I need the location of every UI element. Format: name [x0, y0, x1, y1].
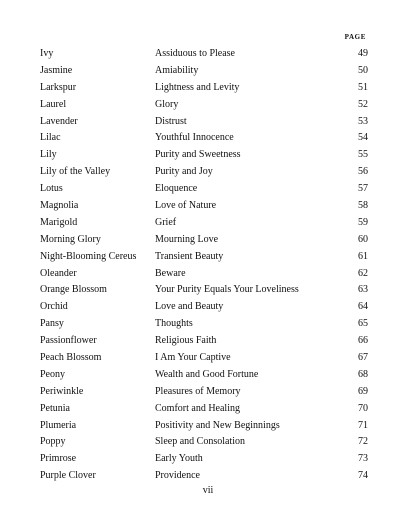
page-number: 68 [358, 368, 368, 380]
flower-name: Orange Blossom [40, 284, 107, 296]
toc-entry [40, 80, 368, 97]
flower-meaning: Early Youth [155, 453, 203, 465]
page-number: 63 [358, 284, 368, 296]
flower-meaning: Amiability [155, 64, 199, 76]
toc-entry [40, 130, 368, 147]
toc-entry [40, 198, 368, 215]
toc-entry [40, 114, 368, 131]
toc-entry [40, 46, 368, 63]
flower-name: Poppy [40, 436, 66, 448]
flower-meaning: Love of Nature [155, 200, 217, 212]
page-number: 59 [358, 216, 368, 228]
flower-meaning: Glory [155, 98, 179, 110]
flower-name: Primrose [40, 453, 77, 465]
toc-entry [40, 164, 368, 181]
flower-meaning: Sleep and Consolation [155, 436, 245, 448]
flower-name: Ivy [40, 48, 54, 59]
page-number: 52 [358, 98, 368, 110]
page-number: 70 [358, 402, 368, 414]
page-number: 64 [358, 301, 368, 313]
page-number: 54 [358, 132, 368, 144]
flower-name: Plumeria [40, 419, 77, 431]
flower-meaning: Providence [155, 470, 200, 482]
toc-entry [40, 97, 368, 114]
page-number: 71 [358, 419, 368, 431]
flower-meaning: Purity and Joy [155, 166, 213, 178]
flower-name: Passionflower [40, 335, 97, 347]
toc-entry [40, 299, 368, 316]
toc-entry [40, 451, 368, 468]
toc-entry [40, 232, 368, 249]
flower-name: Oleander [40, 267, 77, 279]
page-number: 49 [358, 48, 368, 59]
toc-entry [40, 333, 368, 350]
flower-name: Purple Clover [40, 470, 96, 482]
page-number: 67 [358, 352, 368, 364]
flower-name: Lily of the Valley [40, 166, 111, 178]
page-number: 69 [358, 385, 368, 397]
toc-entry [40, 282, 368, 299]
page-number: 55 [358, 149, 368, 161]
flower-name: Jasmine [40, 64, 73, 76]
flower-name: Larkspur [40, 81, 77, 93]
toc-entry [40, 367, 368, 384]
flower-meaning: Pleasures of Memory [155, 385, 241, 397]
page-number: 66 [358, 335, 368, 347]
flower-meaning: Lightness and Levity [155, 81, 240, 93]
toc-entry [40, 63, 368, 80]
flower-meaning: Assiduous to Please [155, 48, 235, 59]
page-number: 73 [358, 453, 368, 465]
page-number: 60 [358, 233, 368, 245]
flower-meaning: Eloquence [155, 183, 198, 195]
flower-name: Petunia [40, 402, 70, 414]
page-number: 72 [358, 436, 368, 448]
page-number: 50 [358, 64, 368, 76]
page-number: 74 [358, 470, 368, 482]
flower-meaning: Comfort and Healing [155, 402, 240, 414]
toc-entry [40, 147, 368, 164]
page-number: 56 [358, 166, 368, 178]
toc-entry [40, 434, 368, 451]
page-column-header: PAGE [344, 33, 366, 41]
flower-name: Periwinkle [40, 385, 84, 397]
flower-meaning: Mourning Love [155, 233, 219, 245]
flower-name: Lily [40, 149, 57, 161]
page-number: 57 [358, 183, 368, 195]
toc-entry [40, 418, 368, 435]
flower-name: Marigold [40, 216, 78, 228]
flower-meaning: Purity and Sweetness [155, 149, 241, 161]
flower-meaning: Youthful Innocence [155, 132, 234, 144]
toc-entry [40, 181, 368, 198]
flower-name: Night-Blooming Cereus [40, 250, 137, 262]
page-number: 62 [358, 267, 368, 279]
flower-name: Peony [40, 368, 65, 380]
flower-meaning: Positivity and New Beginnings [155, 419, 280, 431]
flower-meaning: Thoughts [155, 318, 193, 330]
page-number: 61 [358, 250, 368, 262]
flower-meaning: Love and Beauty [155, 301, 224, 313]
toc-entry [40, 249, 368, 266]
flower-name: Peach Blossom [40, 352, 102, 364]
toc-entry [40, 384, 368, 401]
flower-meaning: Grief [155, 216, 177, 228]
flower-meaning: Beware [155, 267, 186, 279]
flower-meaning: Wealth and Good Fortune [155, 368, 259, 380]
flower-meaning: Religious Faith [155, 335, 217, 347]
flower-name: Lilac [40, 132, 61, 144]
flower-meaning: Distrust [155, 115, 187, 127]
flower-meaning: Transient Beauty [155, 250, 224, 262]
page-number: 51 [358, 81, 368, 93]
flower-name: Lotus [40, 183, 63, 195]
toc-entry [40, 215, 368, 232]
flower-name: Magnolia [40, 200, 79, 212]
flower-meaning: Your Purity Equals Your Loveliness [155, 284, 299, 296]
page-number: 53 [358, 115, 368, 127]
flower-meaning: I Am Your Captive [155, 352, 231, 364]
flower-name: Morning Glory [40, 233, 101, 245]
flower-name: Laurel [40, 98, 67, 110]
page-number-footer: vii [202, 485, 214, 496]
flower-name: Lavender [40, 115, 78, 127]
toc-entry [40, 401, 368, 418]
toc-entry [40, 350, 368, 367]
page-number: 58 [358, 200, 368, 212]
flower-name: Orchid [40, 301, 68, 313]
flower-name: Pansy [40, 318, 64, 330]
toc-entry [40, 266, 368, 283]
table-of-contents [40, 46, 368, 485]
page-number: 65 [358, 318, 368, 330]
toc-entry [40, 316, 368, 333]
toc-entry [40, 468, 368, 485]
